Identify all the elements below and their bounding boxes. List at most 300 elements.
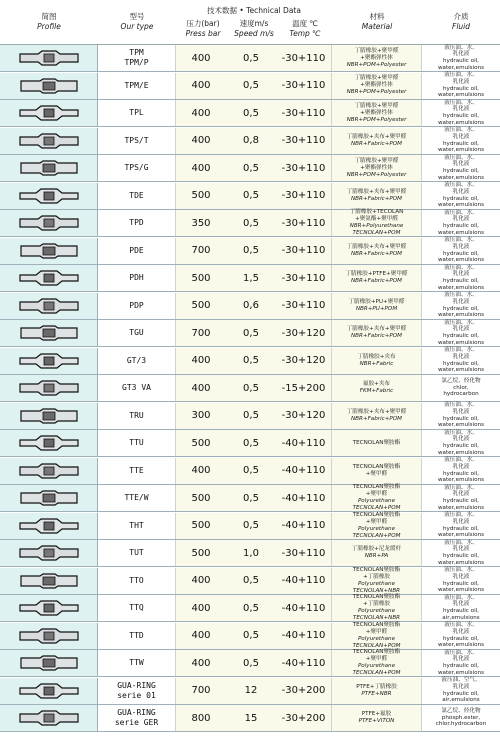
profile-tte-icon — [18, 462, 80, 480]
table-row — [0, 375, 500, 402]
fluid-cell: 液压油、水、 乳化液 hydraulic oil, water,emulsions — [422, 128, 500, 154]
table-row — [0, 458, 500, 485]
press-cell: 500 — [176, 513, 226, 539]
temp-cell: -40+110 — [276, 430, 332, 456]
table-row — [0, 100, 500, 127]
table-row — [0, 45, 500, 72]
material-text — [353, 622, 401, 650]
profile-cell — [0, 73, 98, 99]
material-cn: 丁腈橡胶+PTFE+聚甲醛 — [345, 271, 408, 277]
material-cell — [332, 238, 422, 264]
type-cell: TPL — [98, 100, 176, 126]
temp-cell: -30+200 — [276, 705, 332, 731]
temp-cell: -30+110 — [276, 265, 332, 291]
table-row — [0, 485, 500, 512]
type-cell: TTU — [98, 430, 176, 456]
header-temp-cn: 温度 ℃ — [292, 19, 318, 28]
profile-cell — [0, 210, 98, 236]
header-material-cn: 材料 — [369, 12, 385, 21]
speed-cell: 0,5 — [226, 568, 276, 594]
material-text — [360, 381, 394, 395]
profile-tpl-icon — [18, 104, 80, 122]
press-cell: 400 — [176, 100, 226, 126]
material-cell — [332, 348, 422, 374]
profile-tpd-icon — [18, 214, 80, 232]
fluid-cell: 液压油、水、 乳化液 hydraulic oil, water,emulsions — [422, 155, 500, 181]
table-row — [0, 595, 500, 622]
temp-cell: -30+200 — [276, 678, 332, 704]
material-cn: 丁腈橡胶+夹布+聚甲醛 — [346, 188, 407, 195]
temp-cell: -40+110 — [276, 568, 332, 594]
header-press — [176, 19, 230, 39]
fluid-cell: 液压油、水、 乳化液 hydraulic oil, water,emulsions — [422, 45, 500, 71]
material-cn: 丁腈橡胶+聚甲醛 +聚酯弹性体 — [354, 157, 399, 171]
table-row — [0, 650, 500, 677]
material-cell — [332, 650, 422, 676]
temp-cell: -30+110 — [276, 45, 332, 71]
press-cell: 500 — [176, 430, 226, 456]
material-cn: 丁腈橡胶+尼龙缓杆 — [351, 546, 402, 552]
header-speed-cn: 速度m/s — [239, 19, 269, 28]
press-cell: 300 — [176, 403, 226, 429]
speed-cell: 0,5 — [226, 513, 276, 539]
material-en: Polyurethane TECNOLAN+NBR — [352, 608, 401, 621]
header-fluid — [422, 12, 500, 32]
material-cell — [332, 678, 422, 704]
material-text — [359, 711, 395, 725]
material-cn: 丁腈橡胶+夹布+聚甲醛 — [346, 408, 407, 415]
press-cell: 400 — [176, 595, 226, 621]
type-cell: TPS/G — [98, 155, 176, 181]
material-text — [353, 567, 400, 595]
material-cn: 丁腈橡胶+聚甲醛 +聚酯弹性体 — [354, 102, 399, 116]
fluid-cell: 液压油、水、 乳化液 hydraulic oil, water,emulsions — [422, 320, 500, 346]
table-row — [0, 623, 500, 650]
material-text — [349, 299, 405, 313]
temp-cell: -30+110 — [276, 73, 332, 99]
material-cn: 丁腈橡胶+聚甲醛 +聚酯弹性体 — [354, 75, 399, 88]
press-cell: 500 — [176, 265, 226, 291]
material-en: NBR+Polyurethane TECNOLAN+POM — [349, 223, 404, 236]
material-cn: 丁腈橡胶+PU+聚甲醛 — [348, 298, 405, 305]
fluid-cell: 液压油、水、 乳化液 hydraulic oil, water,emulsions — [422, 100, 500, 126]
type-cell: TTQ — [98, 595, 176, 621]
temp-cell: -30+110 — [276, 155, 332, 181]
material-cell — [332, 403, 422, 429]
material-en: NBR+POM+Polyester — [346, 89, 407, 95]
type-cell: GT3 VA — [98, 375, 176, 401]
profile-cell — [0, 128, 98, 154]
material-cell — [332, 568, 422, 594]
fluid-cell: 液压油、水、 乳化液 hydraulic oil, water,emulsions — [422, 403, 500, 429]
material-cn: PTFE+丁腈橡胶 — [356, 683, 397, 690]
temp-cell: -40+110 — [276, 485, 332, 511]
header-temp — [278, 19, 332, 39]
fluid-cell: 液压油、空气、 乳化液 hydraulic oil, air,emulsions — [422, 678, 500, 704]
speed-cell: 0,5 — [226, 430, 276, 456]
press-cell: 400 — [176, 155, 226, 181]
temp-cell: -15+200 — [276, 375, 332, 401]
profile-pdp-icon — [18, 297, 80, 315]
material-en: Polyurethane TECNOLAN+POM — [352, 663, 401, 676]
fluid-cell: 氯乙烷、烃化物 phosph.ester, chlor.hydrocarbon — [422, 705, 500, 731]
type-cell: TPS/T — [98, 128, 176, 154]
material-text — [353, 512, 401, 540]
profile-tpm-icon — [18, 49, 80, 67]
press-cell: 800 — [176, 705, 226, 731]
material-cn: 丁腈橡胶+夹布+聚甲醛 — [346, 326, 407, 332]
type-cell: TTE/W — [98, 485, 176, 511]
material-cell — [332, 293, 422, 319]
table-row — [0, 210, 500, 237]
type-cell: PDH — [98, 265, 176, 291]
material-text — [347, 189, 407, 203]
material-text — [353, 484, 401, 512]
press-cell: 400 — [176, 623, 226, 649]
temp-cell: -40+110 — [276, 650, 332, 676]
speed-cell: 0,5 — [226, 348, 276, 374]
material-en: PTFE+NBR — [361, 690, 392, 697]
header-material-en: Material — [361, 22, 393, 31]
profile-cell — [0, 320, 98, 346]
speed-cell: 12 — [226, 678, 276, 704]
profile-pde-icon — [18, 242, 80, 260]
profile-cell — [0, 458, 98, 484]
profile-cell — [0, 430, 98, 456]
press-cell: 400 — [176, 73, 226, 99]
table-row — [0, 320, 500, 347]
material-cell — [332, 45, 422, 71]
header-technical-data: 技术数据 • Technical Data — [207, 6, 301, 15]
type-cell: TPM TPM/P — [98, 45, 176, 71]
material-text — [345, 271, 407, 285]
temp-cell: -40+110 — [276, 623, 332, 649]
material-cell — [332, 128, 422, 154]
profile-guaring-01-icon — [18, 682, 80, 700]
type-cell: TTE — [98, 458, 176, 484]
type-cell: PDE — [98, 238, 176, 264]
header-speed — [226, 19, 282, 39]
fluid-cell: 液压油、水、 乳化液 hydraulic oil, water,emulsions — [422, 265, 500, 291]
profile-tpst-icon — [18, 132, 80, 150]
press-cell: 400 — [176, 128, 226, 154]
material-en: NBR+Fabric+POM — [350, 278, 402, 284]
material-text — [347, 326, 407, 340]
speed-cell: 0,5 — [226, 650, 276, 676]
material-en: Polyurethane TECNOLAN+POM — [352, 525, 401, 539]
table-row — [0, 430, 500, 457]
fluid-cell: 液压油、水、 乳化液 hydraulic oil, water,emulsions — [422, 540, 500, 566]
profile-cell — [0, 705, 98, 731]
profile-ttw-icon — [18, 654, 80, 672]
material-cell — [332, 623, 422, 649]
material-text — [347, 158, 407, 179]
material-cell — [332, 100, 422, 126]
fluid-cell: 液压油、水、 乳化液 hydraulic oil, water,emulsions — [422, 293, 500, 319]
type-cell: TTD — [98, 623, 176, 649]
speed-cell: 0,5 — [226, 458, 276, 484]
material-cn: 丁腈橡胶+夹布 — [357, 353, 396, 360]
speed-cell: 15 — [226, 705, 276, 731]
header-type-en: Our type — [120, 22, 154, 31]
temp-cell: -30+110 — [276, 210, 332, 236]
speed-cell: 0,5 — [226, 183, 276, 209]
material-cell — [332, 540, 422, 566]
material-cn: TECNOLAN聚胺酯 — [352, 439, 401, 446]
table-row — [0, 293, 500, 320]
fluid-cell: 液压油、水、 乳化液 hydraulic oil, water,emulsions — [422, 183, 500, 209]
speed-cell: 0,6 — [226, 293, 276, 319]
profile-ttu-icon — [18, 434, 80, 452]
press-cell: 400 — [176, 568, 226, 594]
material-en: Polyurethane TECNOLAN+POM — [352, 635, 401, 649]
profile-guaring-ger-icon — [18, 709, 80, 727]
material-cn: TECNOLAN聚胺酯 +聚甲醛 — [352, 463, 401, 477]
material-en: NBR+Fabric — [359, 360, 394, 367]
material-cn: 丁腈橡胶+聚甲醛 +聚酯弹性体 — [354, 47, 399, 61]
speed-cell: 0,5 — [226, 623, 276, 649]
profile-cell — [0, 183, 98, 209]
fluid-cell: 液压油、水、 乳化液 hydraulic oil, water,emulsions — [422, 73, 500, 99]
table-row — [0, 705, 500, 732]
speed-cell: 0,5 — [226, 320, 276, 346]
material-text — [357, 354, 395, 368]
material-text — [353, 440, 400, 447]
table-row — [0, 348, 500, 375]
material-en: NBR+PU+POM — [355, 305, 398, 312]
profile-tto-icon — [18, 572, 80, 590]
material-en: NBR+Fabric+POM — [350, 415, 402, 422]
type-cell: TUT — [98, 540, 176, 566]
press-cell: 400 — [176, 45, 226, 71]
press-cell: 400 — [176, 650, 226, 676]
header-fluid-cn: 介质 — [453, 12, 469, 21]
header-press-cn: 压力(bar) — [186, 19, 220, 28]
material-cell — [332, 595, 422, 621]
profile-cell — [0, 293, 98, 319]
speed-cell: 0,5 — [226, 210, 276, 236]
speed-cell: 0,8 — [226, 128, 276, 154]
speed-cell: 0,5 — [226, 485, 276, 511]
profile-tde-icon — [18, 187, 80, 205]
table-row — [0, 403, 500, 430]
material-cell — [332, 458, 422, 484]
speed-cell: 0,5 — [226, 73, 276, 99]
fluid-cell: 液压油、水、 乳化液 hydraulic oil, water,emulsions — [422, 458, 500, 484]
material-text — [356, 684, 397, 698]
material-cell — [332, 183, 422, 209]
material-cn: TECNOLAN聚胺酯 +聚甲醛 — [352, 621, 401, 635]
profile-tru-icon — [18, 407, 80, 425]
type-cell: TRU — [98, 403, 176, 429]
material-en: NBR+Fabric+POM — [350, 140, 402, 147]
type-cell: GUA-RING serie 01 — [98, 678, 176, 704]
table-header — [0, 0, 500, 45]
profile-cell — [0, 100, 98, 126]
material-en: NBR+POM+Polyester — [346, 61, 407, 68]
temp-cell: -30+120 — [276, 320, 332, 346]
material-en: NBR+POM+Polyester — [346, 116, 407, 123]
profile-cell — [0, 540, 98, 566]
material-en: Polyurethane TECNOLAN+NBR — [352, 580, 401, 594]
temp-cell: -30+110 — [276, 128, 332, 154]
profile-ttew-icon — [18, 489, 80, 507]
profile-cell — [0, 45, 98, 71]
profile-pdh-icon — [18, 269, 80, 287]
table-row — [0, 540, 500, 567]
press-cell: 500 — [176, 293, 226, 319]
temp-cell: -40+110 — [276, 458, 332, 484]
material-text — [350, 209, 404, 237]
header-speed-en: Speed m/s — [234, 29, 274, 38]
profile-cell — [0, 595, 98, 621]
press-cell: 400 — [176, 458, 226, 484]
material-en: NBR+Fabric+POM — [350, 250, 402, 257]
header-material — [332, 12, 422, 32]
material-cell — [332, 513, 422, 539]
profile-cell — [0, 238, 98, 264]
material-text — [347, 103, 407, 124]
temp-cell: -30+110 — [276, 183, 332, 209]
material-cell — [332, 485, 422, 511]
press-cell: 500 — [176, 540, 226, 566]
material-en: Polyurethane TECNOLAN+POM — [352, 498, 401, 511]
material-cell — [332, 210, 422, 236]
material-text — [353, 649, 401, 677]
profile-ttd-icon — [18, 627, 80, 645]
profile-cell — [0, 568, 98, 594]
fluid-cell: 液压油、水、 乳化液 hydraulic oil, water,emulsions — [422, 210, 500, 236]
speed-cell: 0,5 — [226, 155, 276, 181]
header-fluid-en: Fluid — [452, 22, 470, 31]
type-cell: TTO — [98, 568, 176, 594]
fluid-cell: 液压油、水、 乳化液 hydraulic oil, water,emulsions — [422, 650, 500, 676]
press-cell: 700 — [176, 320, 226, 346]
profile-tgu-icon — [18, 324, 80, 342]
profile-cell — [0, 513, 98, 539]
material-text — [347, 409, 407, 423]
speed-cell: 1,0 — [226, 540, 276, 566]
table-row — [0, 183, 500, 210]
table-row — [0, 155, 500, 182]
speed-cell: 0,5 — [226, 375, 276, 401]
profile-tpsg-icon — [18, 159, 80, 177]
temp-cell: -30+120 — [276, 348, 332, 374]
material-cn: 丁腈橡胶+夹布+聚甲醛 — [346, 243, 407, 250]
material-en: NBR+Fabric+POM — [350, 195, 402, 202]
temp-cell: -40+110 — [276, 595, 332, 621]
profile-cell — [0, 265, 98, 291]
speed-cell: 0,5 — [226, 238, 276, 264]
profile-cell — [0, 678, 98, 704]
material-cn: TECNOLAN聚胺酯 +聚甲醛 — [352, 511, 401, 525]
type-cell: TDE — [98, 183, 176, 209]
profile-cell — [0, 650, 98, 676]
profile-tht-icon — [18, 517, 80, 535]
table-row — [0, 73, 500, 100]
temp-cell: -40+110 — [276, 513, 332, 539]
profile-ttq-icon — [18, 599, 80, 617]
type-cell: GT/3 — [98, 348, 176, 374]
temp-cell: -30+110 — [276, 293, 332, 319]
material-cell — [332, 430, 422, 456]
material-text — [353, 594, 400, 622]
temp-cell: -30+110 — [276, 238, 332, 264]
material-cell — [332, 705, 422, 731]
material-cn: 丁腈橡胶+夹布+聚甲醛 — [346, 133, 407, 140]
fluid-cell: 液压油、水、 乳化液 hydraulic oil, water,emulsions — [422, 568, 500, 594]
material-text — [347, 75, 407, 96]
material-cell — [332, 320, 422, 346]
type-cell: TGU — [98, 320, 176, 346]
material-text — [347, 244, 407, 258]
profile-cell — [0, 155, 98, 181]
type-cell: GUA-RING serie GER — [98, 705, 176, 731]
press-cell: 700 — [176, 238, 226, 264]
material-text — [347, 48, 407, 69]
fluid-cell: 液压油、水、 乳化液 hydraulic oil, water,emulsions — [422, 485, 500, 511]
speed-cell: 1,5 — [226, 265, 276, 291]
table-row — [0, 678, 500, 705]
header-press-en: Press bar — [185, 29, 221, 38]
speed-cell: 0,5 — [226, 595, 276, 621]
table-row — [0, 568, 500, 595]
material-cn: TECNOLAN聚胺酯 +丁腈橡胶 — [352, 566, 401, 580]
material-text — [353, 464, 400, 478]
press-cell: 500 — [176, 183, 226, 209]
temp-cell: -30+110 — [276, 540, 332, 566]
material-cn: 氟胶+夹布 — [362, 381, 391, 387]
header-profile-en: Profile — [37, 22, 61, 31]
speed-cell: 0,5 — [226, 100, 276, 126]
material-cn: TECNOLAN聚胺酯 +聚甲醛 — [352, 649, 401, 662]
material-cn: TECNOLAN聚胺酯 +聚甲醛 — [352, 484, 401, 497]
material-text — [347, 134, 407, 148]
header-profile — [10, 12, 88, 32]
material-cn: 丁腈橡胶+TECOLAN +聚氨酯+聚甲醛 — [349, 209, 404, 222]
fluid-cell: 液压油、水、 乳化液 hydraulic oil, water,emulsions — [422, 238, 500, 264]
profile-cell — [0, 375, 98, 401]
material-text — [352, 546, 401, 560]
profile-cell — [0, 403, 98, 429]
material-en: NBR+PA — [364, 553, 389, 559]
fluid-cell: 液压油、水、 乳化液 hydraulic oil, water,emulsions — [422, 348, 500, 374]
profile-gt3va-icon — [18, 379, 80, 397]
press-cell: 500 — [176, 485, 226, 511]
temp-cell: -30+110 — [276, 100, 332, 126]
type-cell: TTW — [98, 650, 176, 676]
press-cell: 350 — [176, 210, 226, 236]
profile-tut-icon — [18, 544, 80, 562]
temp-cell: -30+120 — [276, 403, 332, 429]
header-profile-cn: 简图 — [41, 12, 57, 21]
material-cell — [332, 265, 422, 291]
table-row — [0, 238, 500, 265]
profile-tpme-icon — [18, 77, 80, 95]
table-row — [0, 513, 500, 540]
fluid-cell: 液压油、水、 乳化液 hydraulic oil, water,emulsions — [422, 513, 500, 539]
type-cell: TPM/E — [98, 73, 176, 99]
table-row — [0, 128, 500, 155]
fluid-cell: 液压油、水、 乳化液 hydraulic oil, water,emulsions — [422, 623, 500, 649]
header-type — [108, 12, 166, 32]
material-en: NBR+POM+Polyester — [346, 171, 407, 178]
material-cell — [332, 73, 422, 99]
press-cell: 400 — [176, 375, 226, 401]
profile-cell — [0, 485, 98, 511]
table-row — [0, 265, 500, 292]
material-en: FKM+Fabric — [359, 388, 394, 394]
